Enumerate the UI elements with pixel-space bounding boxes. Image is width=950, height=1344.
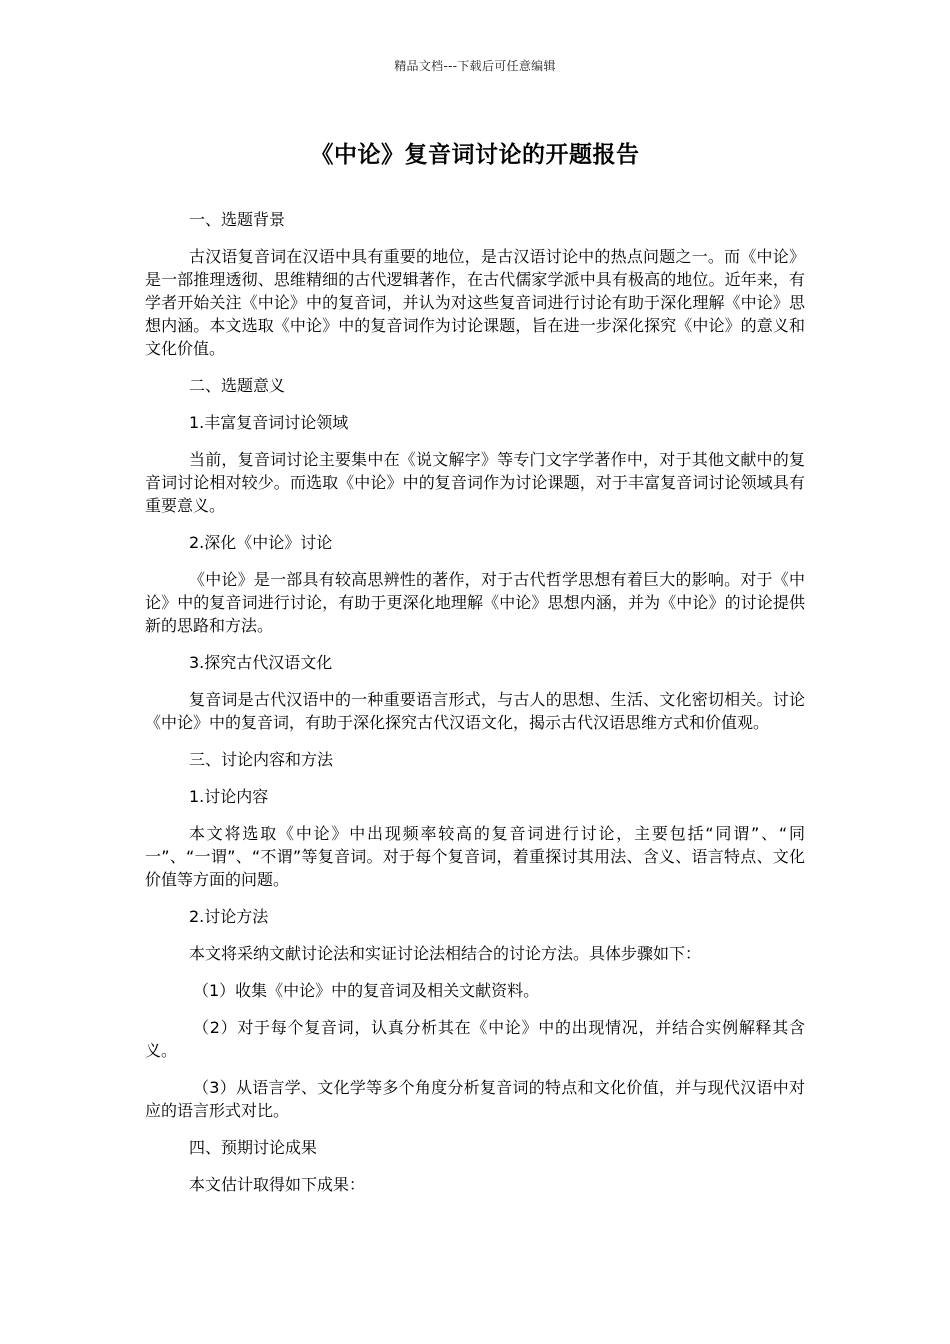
subsection-heading: 1.丰富复音词讨论领域 — [189, 413, 349, 432]
method-step: （1）收集《中论》中的复音词及相关文献资料。 — [193, 981, 540, 1000]
body-paragraph: 当前，复音词讨论主要集中在《说文解字》等专门文字学著作中，对于其他文献中的复音词讨论相对较少。而选取《中论》中的复音词作为讨论课题，对于丰富复音词讨论领域具有重要意义。 — [145, 450, 805, 515]
body-paragraph: 本文将采纳文献讨论法和实证讨论法相结合的讨论方法。具体步骤如下： — [189, 944, 702, 963]
subsection-heading: 3.探究古代汉语文化 — [189, 653, 333, 672]
section-heading: 一、选题背景 — [189, 210, 286, 229]
subsection-heading: 1.讨论内容 — [189, 787, 269, 806]
section-heading: 四、预期讨论成果 — [189, 1138, 318, 1157]
body-paragraph: 《中论》是一部具有较高思辨性的著作，对于古代哲学思想有着巨大的影响。对于《中论》中的复音词进行讨论，有助于更深化地理解《中论》思想内涵，并为《中论》的讨论提供新的思路和方法。 — [145, 570, 805, 635]
section-heading: 三、讨论内容和方法 — [189, 750, 334, 769]
subsection-heading: 2.深化《中论》讨论 — [189, 533, 333, 552]
body-paragraph: 本文估计取得如下成果： — [189, 1175, 366, 1194]
document-title: 《中论》复音词讨论的开题报告 — [310, 142, 640, 168]
method-step: （3）从语言学、文化学等多个角度分析复音词的特点和文化价值，并与现代汉语中对应的语言形式对比。 — [145, 1078, 805, 1120]
subsection-heading: 2.讨论方法 — [189, 907, 269, 926]
document-body — [145, 208, 805, 1210]
body-paragraph: 本文将选取《中论》中出现频率较高的复音词进行讨论，主要包括“同谓”、“同一”、“一谓”、“不谓”等复音词。对于每个复音词，着重探讨其用法、含义、语言特点、文化价值等方面的问题。 — [145, 824, 805, 889]
body-paragraph: 复音词是古代汉语中的一种重要语言形式，与古人的思想、生活、文化密切相关。讨论《中论》中的复音词，有助于深化探究古代汉语文化，揭示古代汉语思维方式和价值观。 — [145, 690, 805, 732]
body-paragraph: 古汉语复音词在汉语中具有重要的地位，是古汉语讨论中的热点问题之一。而《中论》是一部推理透彻、思维精细的古代逻辑著作，在古代儒家学派中具有极高的地位。近年来，有学者开始关注《中论》中的复音词，并认为对这些复音词进行讨论有助于深化理解《中论》思想内涵。本文选取《中论》中的复音词作为讨论课题，旨在进一步深化探究《中论》的意义和文化价值。 — [145, 247, 805, 358]
section-heading: 二、选题意义 — [189, 376, 286, 395]
page-header-watermark: 精品文档---下载后可任意编辑 — [394, 59, 556, 73]
method-step: （2）对于每个复音词，认真分析其在《中论》中的出现情况，并结合实例解释其含义。 — [145, 1018, 805, 1060]
